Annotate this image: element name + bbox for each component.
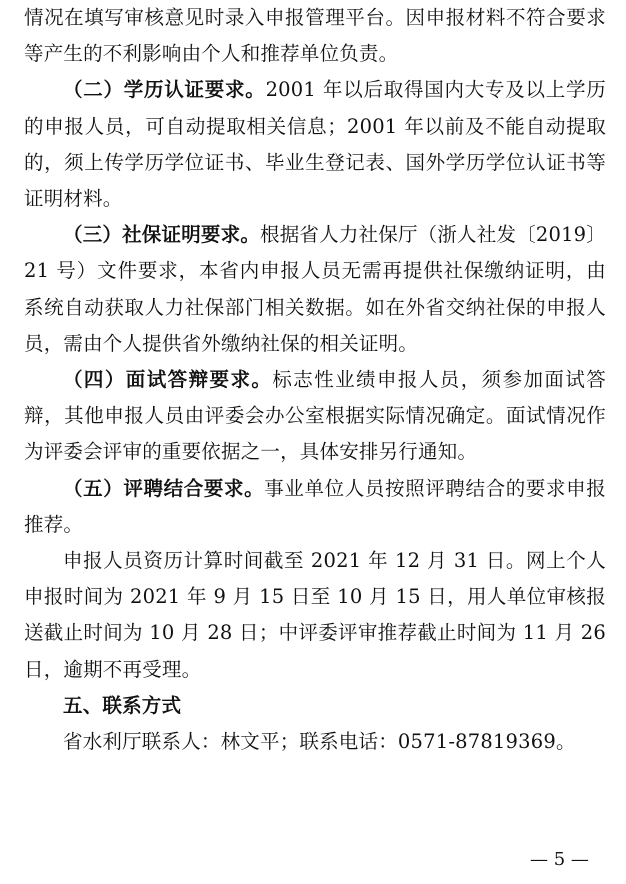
item-social-security-lead: （三）社保证明要求。	[63, 223, 261, 247]
item-appointment-body: 事业单位人员按照评聘结合的要求申报推荐。	[24, 476, 606, 536]
section-heading-contact: 五、联系方式	[63, 693, 182, 717]
item-education-body: 2001 年以后取得国内大专及以上学历的申报人员，可自动提取相关信息；2001 年以前及不能自动提取的，须上传学历学位证书、毕业生登记表、国外学历学位认证书等证明材料。	[24, 78, 606, 211]
item-education	[24, 72, 606, 217]
intro-paragraph: 情况在填写审核意见时录入申报管理平台。因申报材料不符合要求等产生的不利影响由个人和推荐单位负责。	[24, 6, 606, 66]
item-interview	[24, 362, 606, 471]
item-interview-lead: （四）面试答辩要求。	[63, 368, 273, 392]
item-social-security-body: 根据省人力社保厅（浙人社发〔2019〕21 号）文件要求，本省内申报人员无需再提供社保缴纳证明，由系统自动获取人力社保部门相关数据。如在外省交纳社保的申报人员，需由个人提供省外缴纳社保的相关证明。	[24, 223, 606, 355]
item-social-security	[24, 217, 606, 362]
contact-line: 省水利厅联系人：林文平；联系电话：0571-87819369。	[63, 730, 576, 754]
document-body	[24, 0, 606, 760]
item-appointment-lead: （五）评聘结合要求。	[63, 476, 265, 500]
item-appointment	[24, 471, 606, 543]
item-interview-body: 标志性业绩申报人员，须参加面试答辩，其他申报人员由评委会办公室根据实际情况确定。面试情况作为评委会评审的重要依据之一，具体安排另行通知。	[24, 368, 606, 464]
page-number: — 5 —	[530, 849, 589, 870]
item-education-lead: （二）学历认证要求。	[63, 78, 266, 102]
timeline-paragraph: 申报人员资历计算时间截至 2021 年 12 月 31 日。网上个人申报时间为 2021 年 9 月 15 日至 10 月 15 日，用人单位审核报送截止时间为 10 月 28 日；中评委评审推荐截止时间为 11 月 26 日，逾期不再受理。	[24, 549, 606, 681]
